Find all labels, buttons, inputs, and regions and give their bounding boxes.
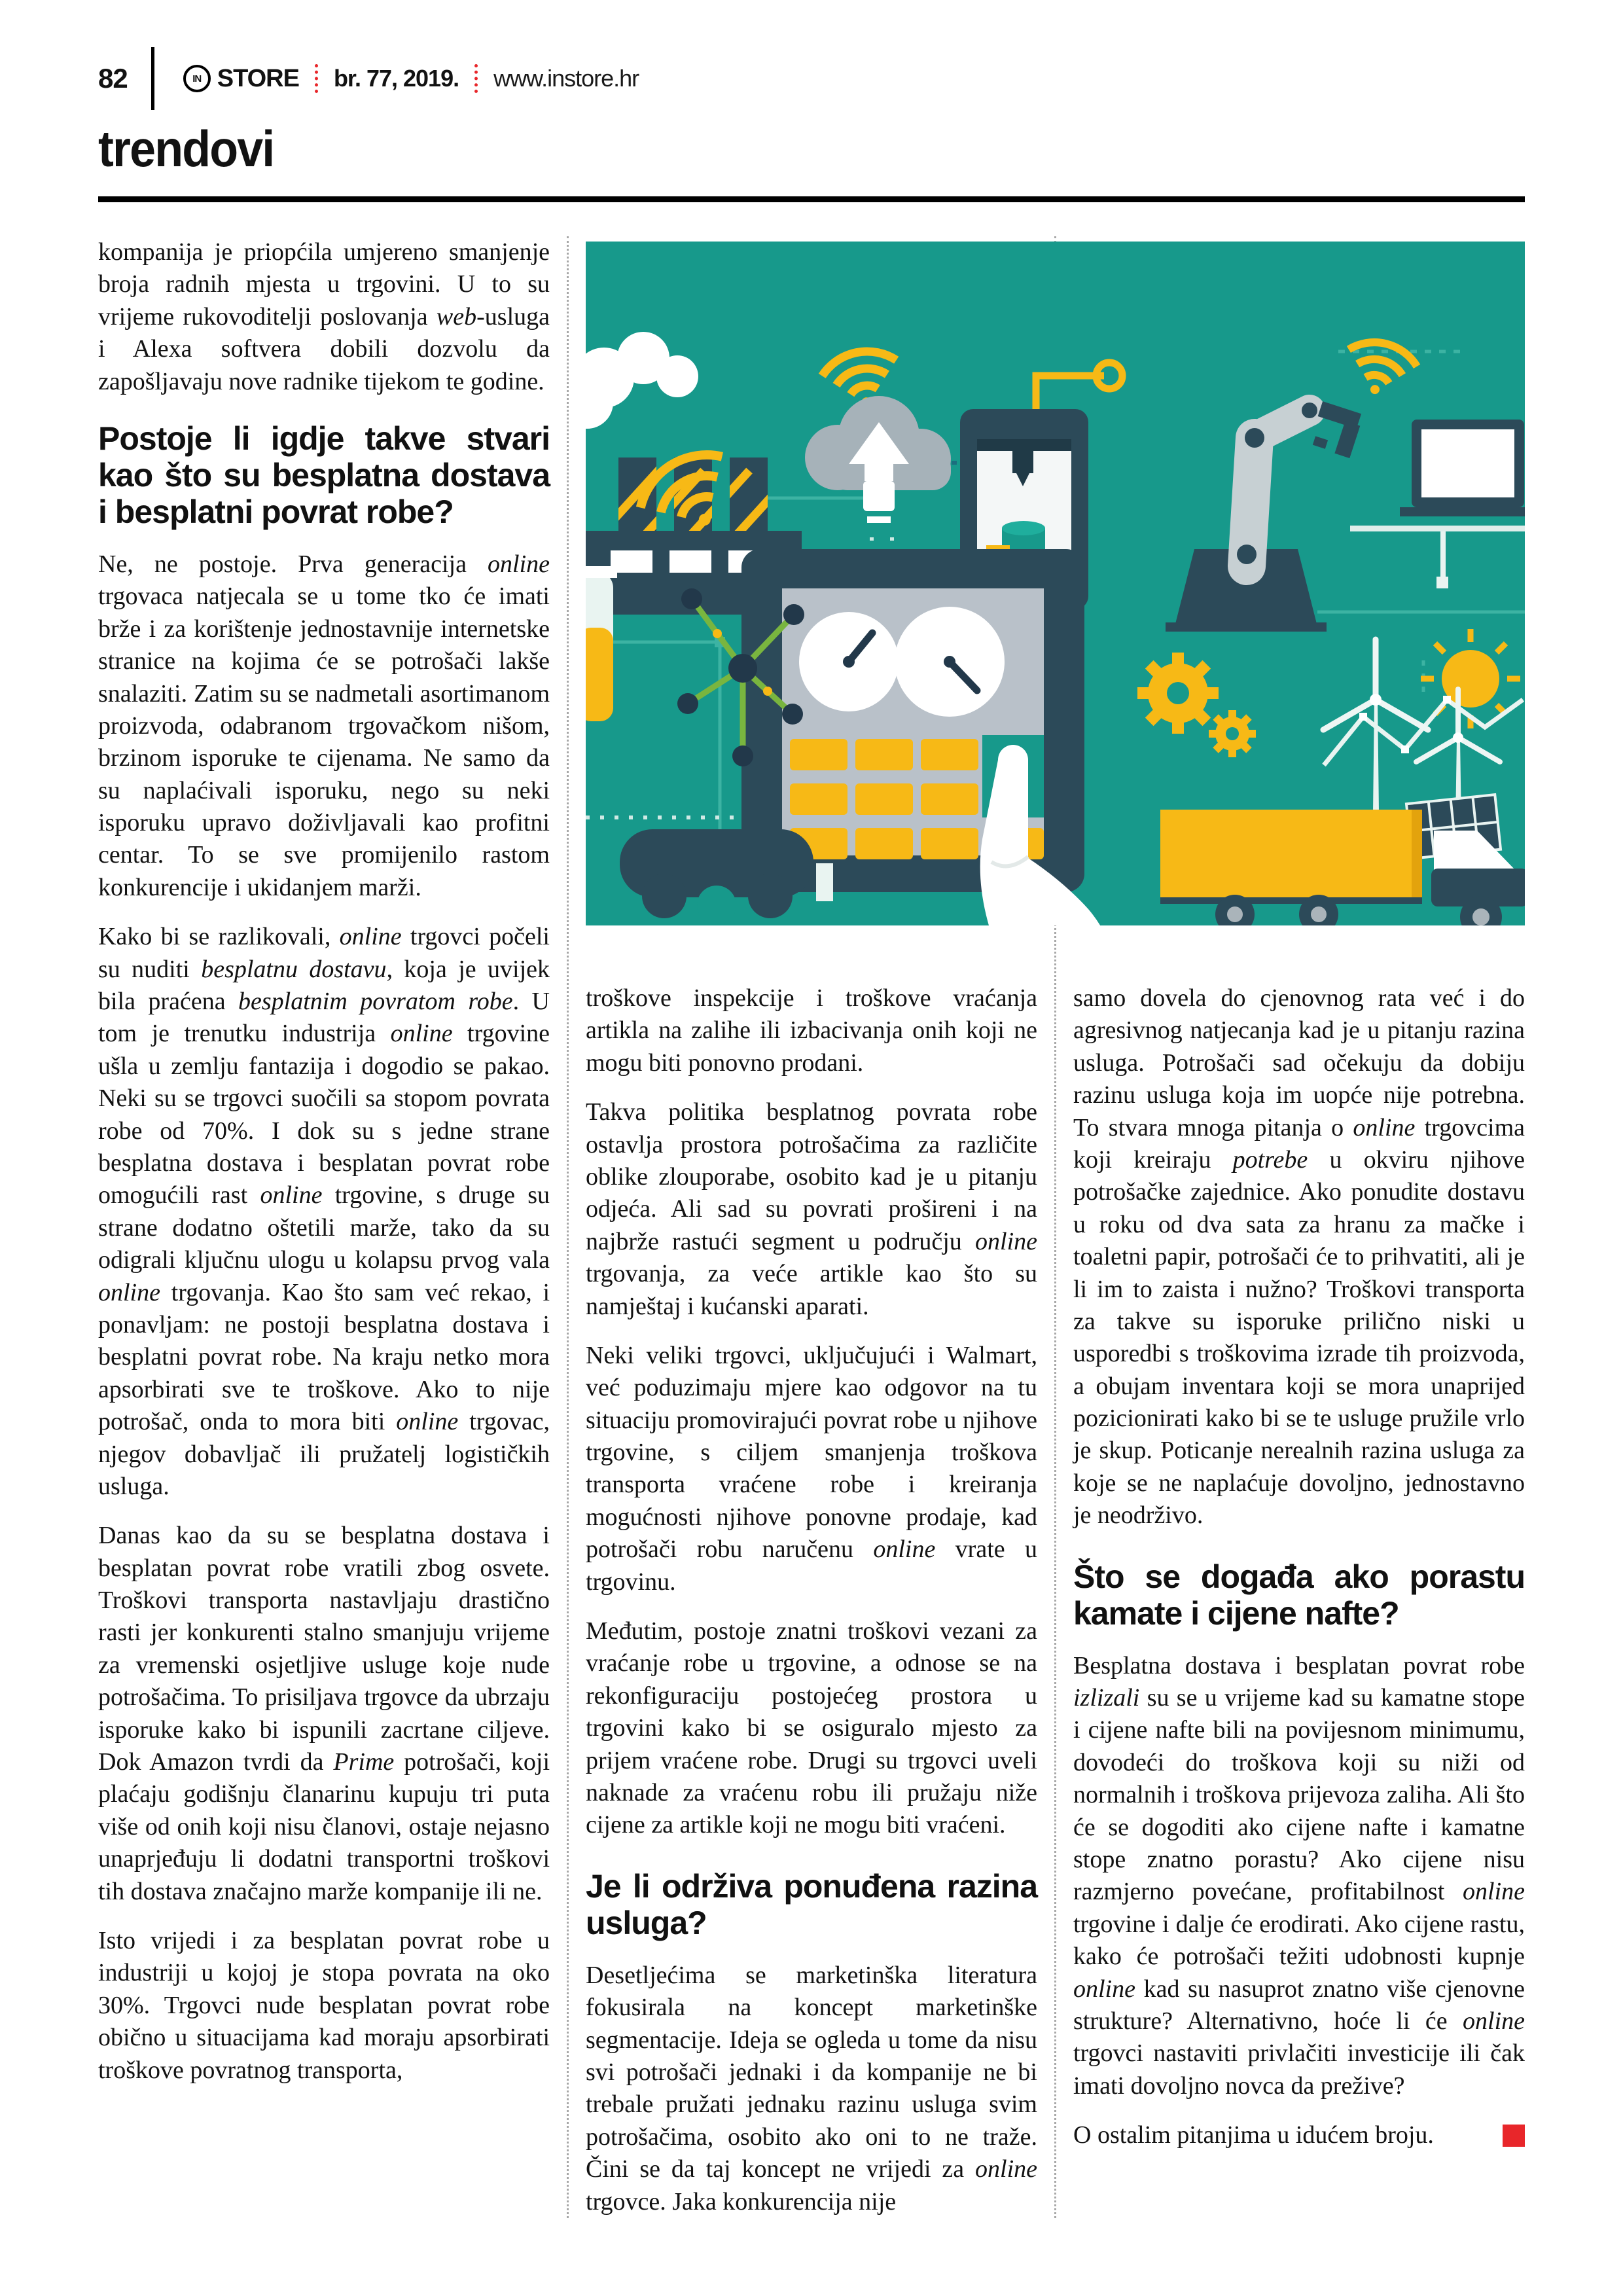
- column-1: [98, 236, 550, 2218]
- col2-paragraph-3: Neki veliki trgovci, uključujući i Walmart, već poduzimaju mjere kao odgovor na tu situaciju promovirajući povrat robe u njihove trgovine, s ciljem smanjenja troškova transporta vraćene robe i kreiranja mogućnosti njihove ponovne prodaje, kad potrošači robu naručenu online vrate u trgovinu.: [586, 1341, 1038, 1596]
- col1-paragraph-5: Isto vrijedi i za besplatan povrat robe u industriji u kojoj je stopa povrata na oko 30%. Trgovci nude besplatan povrat robe obično u situacijama kad moraju apsorbirati troškove povratnog transporta,: [98, 1926, 550, 2084]
- col2-paragraph-4: Međutim, postoje znatni troškovi vezani za vraćanje robe u trgovine, a odnose se na rekonfiguraciju postojećeg prostora u trgovini kako bi se osiguralo mjesto za prijem vraćene robe. Drugi su trgovci uveli naknade za vraćenu robu ili pružaju niže cijene za artikle koji ne mogu biti vraćeni.: [586, 1617, 1037, 1839]
- iot-illustration: [586, 242, 1525, 925]
- col2-subhead: Je li održiva ponuđena razina usluga?: [586, 1867, 1037, 1941]
- magazine-logo: [183, 65, 299, 93]
- article-end-mark: [1503, 2125, 1525, 2147]
- col1-paragraph-4: Danas kao da su se besplatna dostava i besplatan povrat robe vratili zbog osvete. Troškovi transporta nastavljaju drastično rasti jer konkurenti stalno smanjuju vrijeme za vremenski osjetljive usluge koje nude potrošačima. To prisiljava trgovce da ubrzaju isporuke kako bi ispunili zacrtane ciljeve. Dok Amazon tvrdi da Prime potrošači, koji plaćaju godišnju članarinu kupuju tri puta više od onih koji nisu članovi, ostaje nejasno unaprjeđuju li dodatni transportni troškovi tih dostava značajno marže kompanije ili ne.: [98, 1522, 550, 1905]
- col2-paragraph-1: troškove inspekcije i troškove vraćanja artikla na zalihe ili izbacivanja onih koji ne mogu biti ponovno prodani.: [586, 984, 1037, 1077]
- red-dotted-separator: [315, 64, 318, 93]
- section-title: trendovi: [98, 120, 274, 177]
- col1-paragraph-3: Kako bi se razlikovali, online trgovci počeli su nuditi besplatnu dostavu, koja je uvijek bila praćena besplatnim povratom robe. U tom je trenutku industrija online trgovine ušla u zemlju fantazija i dogodio se pakao. Neki su se trgovci suočili sa stopom povrata robe od 70%. I dok su s jedne strane besplatna dostava i besplatan povrat robe omogućili rast online trgovine, s druge su strane dodatno oštetili marže, tako da su odigrali ključnu ulogu u kolapsu prvog vala online trgovanja. Kao što sam već rekao, i ponavljam: ne postoji besplatna dostava i besplatni povrat robe. Na kraju netko mora apsorbirati sve te troškove. Ako to nije potrošač, onda to mora biti online trgovac, njegov dobavljač ili pružatelj logističkih usluga.: [98, 923, 550, 1500]
- col1-subhead: Postoje li igdje takve stvari kao što su besplatna dostava i besplatni povrat robe?: [98, 420, 550, 530]
- page-header: [98, 46, 1525, 111]
- website-url: www.instore.hr: [493, 65, 639, 92]
- logo-badge-icon: IN: [183, 65, 211, 92]
- column-divider: [567, 236, 569, 2218]
- page-number: 82: [98, 63, 128, 94]
- col3-closing-line: [1073, 2119, 1525, 2151]
- closing-text: O ostalim pitanjima u idućem broju.: [1073, 2121, 1434, 2149]
- brand-name: STORE: [217, 64, 299, 92]
- red-dotted-separator: [474, 64, 478, 93]
- col1-paragraph-1: kompanija je priopćila umjereno smanjenje broja radnih mjesta u trgovini. U to su vrijeme rukovoditelji poslovanja web-usluga i Alexa softvera dobili dozvolu da zapošljavaju nove radnike tijekom te godine.: [98, 238, 550, 395]
- col1-paragraph-2: Ne, ne postoje. Prva generacija online trgovaca natjecala se u tome tko će imati brže i za korištenje jednostavnije internetske stranice na kojima će se potrošači lakše snalaziti. Zatim su se nadmetali asortimanom proizvoda, odabranom trgovačkom nišom, brzinom isporuke te cijenama. Ne samo da su naplaćivali isporuku, nego su neki isporuku upravo doživljavali kao profitni centar. To se sve promijenilo rastom konkurencije i ukidanjem marži.: [98, 550, 550, 901]
- col2-paragraph-5: Desetljećima se marketinška literatura fokusirala na koncept marketinške segmentacije. Ideja se ogleda u tome da nisu svi potrošači jednaki i da kompanije ne bi trebale pružati jednaku razinu usluga svim potrošačima, osobito ako oni to ne traže. Čini se da taj koncept ne vrijedi za online trgovce. Jaka konkurencija nije: [586, 1961, 1037, 2215]
- col3-paragraph-2: Besplatna dostava i besplatan povrat robe izlizali su se u vrijeme kad su kamatne stope i cijene nafte bili na povijesnom minimumu, dovodeći do troškova koji su niži od normalnih i troškova prijevoza zaliha. Ali što će se dogoditi ako cijene nafte i kamatne stope znatno porastu? Ako cijene nisu razmjerno povećane, profitabilnost online trgovine i dalje će erodirati. Ako cijene rastu, kako će potrošači težiti udobnosti kupnje online kad su nasuprot znatno više cjenovne strukture? Alternativno, hoće li će online trgovci nastaviti privlačiti investicije ili čak imati dovoljno novca da prežive?: [1073, 1651, 1525, 2100]
- article-body: [98, 236, 1525, 2218]
- col3-paragraph-1: samo dovela do cjenovnog rata već i do agresivnog natjecanja kad je u pitanju razina usluga. Potrošači sad očekuju da dobiju razinu usluga koja im uopće nije potrebna. To stvara mnoga pitanja o online trgovcima koji kreiraju potrebe u okviru njihove potrošačke zajednice. Ako ponudite dostavu u roku od dva sata za hranu za mačke i toaletni papir, potrošači će to prihvatiti, ali je li im to zaista i nužno? Troškovi transporta za takve su isporuke prilično niski u usporedbi s troškovima izrade tih proizvoda, a obujam inventara koji se mora unaprijed pozicionirati kako bi se te usluge pružile vrlo je skup. Poticanje nerealnih razina usluga za koje se ne naplaćuje dovoljno, jednostavno je neodrživo.: [1073, 984, 1525, 1530]
- issue-number: br. 77, 2019.: [333, 65, 459, 92]
- header-divider: [151, 47, 154, 110]
- col3-subhead: Što se događa ako porastu kamate i cijene nafte?: [1073, 1558, 1525, 1632]
- test-tube-icon: [586, 566, 617, 721]
- section-rule: [98, 196, 1525, 202]
- col2-paragraph-2: Takva politika besplatnog povrata robe ostavlja prostora potrošačima za različite oblike zlouporabe, osobito kad je u pitanju odjeća. Ali sad su povrati prošireni i na najbrže rastući segment u području online trgovanja, za veće artikle kao što su namještaj i kućanski aparati.: [586, 1098, 1037, 1320]
- iot-illustration-svg: [586, 242, 1525, 925]
